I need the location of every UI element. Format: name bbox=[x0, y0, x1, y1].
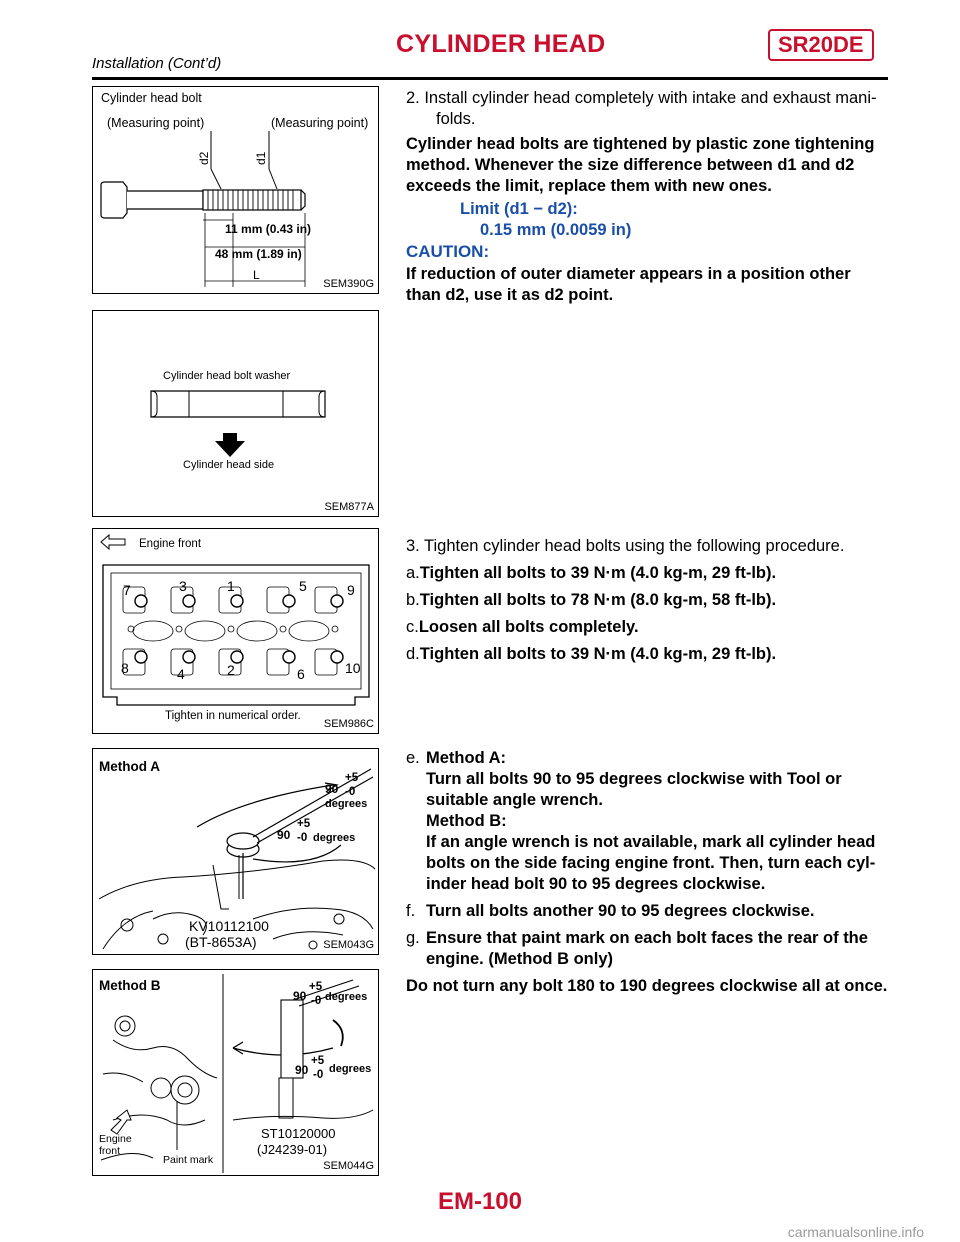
bolt-number-2: 2 bbox=[227, 662, 235, 678]
bolt-number-10: 10 bbox=[345, 660, 361, 676]
tool-number-a-alt: (BT-8653A) bbox=[185, 934, 257, 950]
step-letter-e: e. bbox=[406, 749, 420, 767]
tol-a2-minus: -0 bbox=[297, 832, 308, 844]
section-subtitle: Installation (Cont’d) bbox=[92, 55, 222, 72]
bolts-note: Cylinder head bolts are tightened by plastic zone tightening method. Whenever the size difference between d1 and d2 exceeds the limit, replace them with new ones. bbox=[406, 135, 875, 195]
angle-b1: 90 bbox=[293, 989, 307, 1003]
measuring-point-right: (Measuring point) bbox=[271, 116, 369, 130]
tool-number-a: KV10112100 bbox=[189, 918, 269, 934]
method-a-text: Turn all bolts 90 to 95 degrees clockwise with Tool or suitable angle wrench. bbox=[426, 770, 842, 809]
figure-bolt bbox=[92, 86, 379, 294]
figure-method-a bbox=[92, 748, 379, 955]
engine-front-label: Engine front bbox=[139, 538, 202, 550]
final-warning: Do not turn any bolt 180 to 190 degrees clockwise all at once. bbox=[406, 977, 888, 995]
deg-b2: degrees bbox=[329, 1063, 372, 1075]
step-2-line1: 2. Install cylinder head completely with intake and exhaust mani- bbox=[406, 89, 877, 107]
engine-code-badge: SR20DE bbox=[768, 29, 874, 61]
numerical-order-label: Tighten in numerical order. bbox=[165, 710, 301, 722]
caution-heading: CAUTION: bbox=[406, 242, 490, 261]
step-letter-f: f. bbox=[406, 902, 416, 920]
method-b-heading: Method B: bbox=[426, 812, 507, 830]
angle-a2: 90 bbox=[277, 828, 291, 842]
step-text: Loosen all bolts completely. bbox=[418, 618, 639, 636]
d2-label: d2 bbox=[197, 151, 211, 165]
bolt-number-6: 6 bbox=[297, 666, 305, 682]
step-letter: b. bbox=[406, 591, 420, 609]
limit-label: Limit (d1 − d2): bbox=[460, 200, 578, 218]
tol-a2-plus: +5 bbox=[297, 818, 311, 830]
tool-number-b-alt: (J24239-01) bbox=[257, 1142, 328, 1157]
tol-b1-plus: +5 bbox=[309, 981, 323, 993]
bolt-number-3: 3 bbox=[179, 578, 187, 594]
step-f-text: Turn all bolts another 90 to 95 degrees clockwise. bbox=[426, 902, 815, 920]
step-d bbox=[406, 644, 888, 665]
tol-b2-plus: +5 bbox=[311, 1055, 325, 1067]
tool-number-b: ST10120000 bbox=[261, 1126, 336, 1141]
caution-text: If reduction of outer diameter appears in a position other than d2, use it as d2 point. bbox=[406, 265, 851, 304]
bolt-number-5: 5 bbox=[299, 578, 307, 594]
step-g-text: Ensure that paint mark on each bolt faces the rear of the engine. (Method B only) bbox=[426, 929, 868, 968]
arrow-left-icon bbox=[101, 535, 125, 549]
method-a-diagram bbox=[93, 749, 380, 956]
washer-label: Cylinder head bolt washer bbox=[163, 370, 291, 382]
head-side-label: Cylinder head side bbox=[183, 459, 275, 471]
step-3-block bbox=[406, 536, 888, 665]
step-text: Tighten all bolts to 39 N·m (4.0 kg-m, 29 ft-lb). bbox=[419, 564, 777, 582]
engine-label-line2: front bbox=[99, 1145, 121, 1157]
bolt-diagram bbox=[93, 87, 380, 295]
bolt-number-9: 9 bbox=[347, 582, 355, 598]
tol-b2-minus: -0 bbox=[313, 1069, 324, 1081]
paint-mark-label: Paint mark bbox=[163, 1154, 214, 1166]
step-text: Tighten all bolts to 39 N·m (4.0 kg-m, 29 ft-lb). bbox=[419, 645, 777, 663]
figure-code: SEM043G bbox=[323, 939, 374, 951]
step-letter-g: g. bbox=[406, 929, 420, 947]
figure-method-b bbox=[92, 969, 379, 1176]
bolt-title: Cylinder head bolt bbox=[101, 91, 202, 105]
step-text: Tighten all bolts to 78 N·m (8.0 kg-m, 58 ft-lb). bbox=[419, 591, 777, 609]
deg-a1: degrees bbox=[325, 798, 368, 810]
step-b bbox=[406, 590, 888, 611]
method-b-text: If an angle wrench is not available, mark all cylinder head bolts on the side facing engine front. Then, turn each cyl-inder head bolt 90 to 95 degrees clockwise. bbox=[426, 833, 876, 893]
watermark: carmanualsonline.info bbox=[787, 1224, 924, 1240]
page-number: EM-100 bbox=[437, 1188, 523, 1215]
step-a bbox=[406, 563, 888, 584]
limit-value: 0.15 mm (0.0059 in) bbox=[480, 221, 632, 239]
figure-code: SEM986C bbox=[323, 718, 374, 730]
measuring-point-left: (Measuring point) bbox=[107, 116, 205, 130]
deg-b1: degrees bbox=[325, 991, 368, 1003]
tol-a1-plus: +5 bbox=[345, 772, 359, 784]
dim-11mm: 11 mm (0.43 in) bbox=[225, 222, 312, 236]
step-3-heading: 3. Tighten cylinder head bolts using the following procedure. bbox=[406, 537, 845, 555]
tol-b1-minus: -0 bbox=[311, 995, 322, 1007]
step-e-block bbox=[406, 748, 888, 997]
method-a-heading: Method A: bbox=[426, 749, 507, 767]
header-rule bbox=[92, 77, 888, 80]
bolt-number-8: 8 bbox=[121, 660, 129, 676]
figure-code: SEM390G bbox=[323, 278, 374, 290]
washer-diagram bbox=[93, 311, 380, 518]
step-c bbox=[406, 617, 888, 638]
engine-front-arrow-icon bbox=[111, 1110, 131, 1134]
step-letter: d. bbox=[406, 645, 420, 663]
angle-b2: 90 bbox=[295, 1063, 309, 1077]
method-b-label: Method B bbox=[99, 978, 161, 993]
bolt-number-4: 4 bbox=[177, 666, 185, 682]
figure-code: SEM877A bbox=[324, 501, 374, 513]
tightening-diagram bbox=[93, 529, 380, 735]
step-2-block bbox=[406, 88, 888, 306]
figure-washer bbox=[92, 310, 379, 517]
step-letter: a. bbox=[406, 564, 420, 582]
step-2-line2: folds. bbox=[436, 110, 476, 128]
arrow-down-icon bbox=[215, 433, 245, 457]
figure-code: SEM044G bbox=[323, 1160, 374, 1172]
tol-a1-minus: -0 bbox=[345, 786, 356, 798]
step-letter: c. bbox=[406, 618, 419, 636]
figure-tightening-order bbox=[92, 528, 379, 734]
page-title: CYLINDER HEAD bbox=[396, 30, 606, 58]
method-a-label: Method A bbox=[99, 759, 160, 774]
bolt-number-7: 7 bbox=[123, 582, 131, 598]
dim-l: L bbox=[253, 268, 260, 282]
d1-label: d1 bbox=[254, 151, 268, 165]
dim-48mm: 48 mm (1.89 in) bbox=[215, 247, 302, 261]
engine-label-line1: Engine bbox=[99, 1133, 132, 1145]
bolt-number-1: 1 bbox=[227, 578, 235, 594]
angle-a1: 90 bbox=[325, 782, 339, 796]
deg-a2: degrees bbox=[313, 832, 356, 844]
method-b-diagram bbox=[93, 970, 380, 1177]
